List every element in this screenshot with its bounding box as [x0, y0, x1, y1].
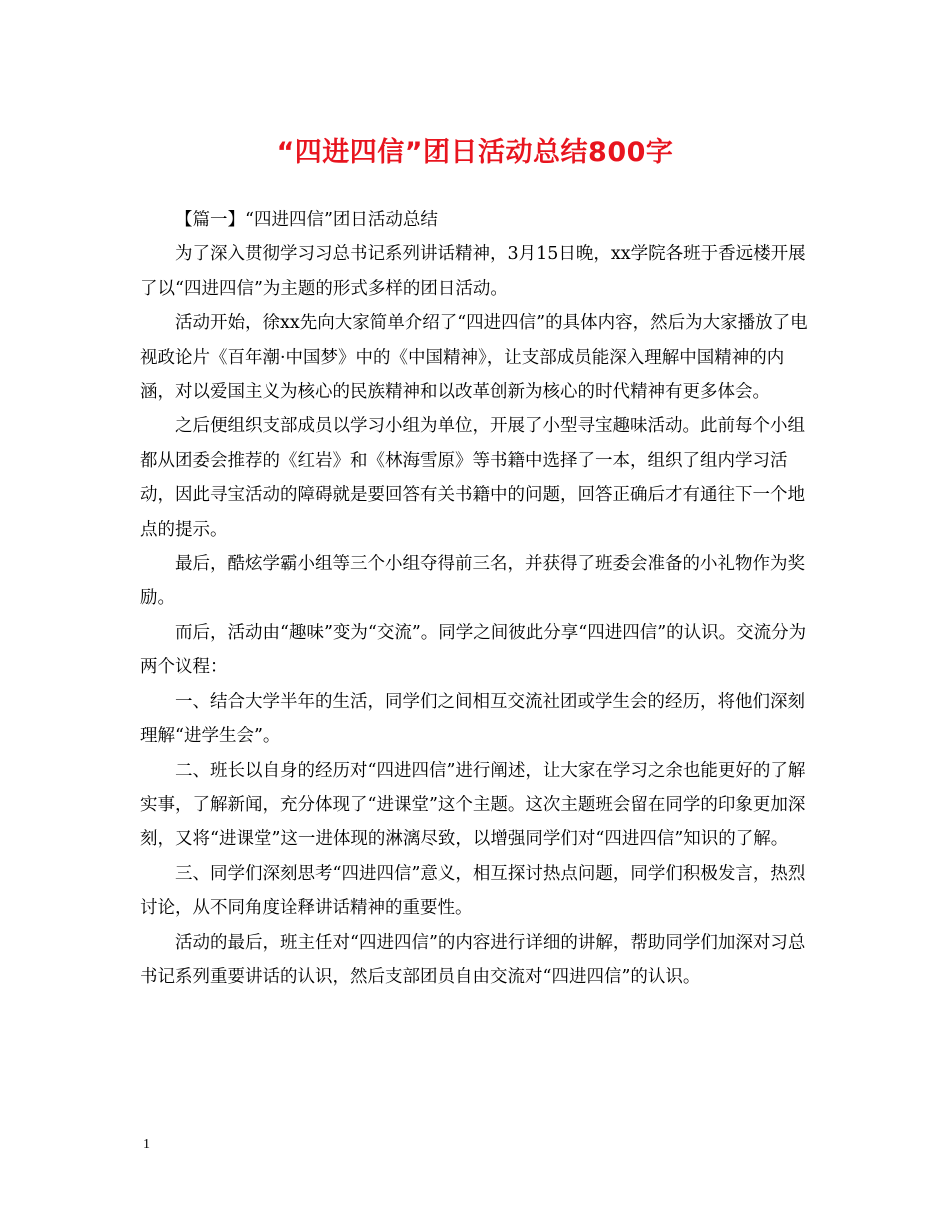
paragraph: 一、结合大学半年的生活，同学们之间相互交流社团或学生会的经历，将他们深刻理解“进学生会”。 — [140, 691, 805, 747]
document-body — [140, 203, 816, 994]
section-heading: 【篇一】“四进四信”团日活动总结 — [175, 210, 438, 230]
paragraph: 二、班长以自身的经历对“四进四信”进行阐述，让大家在学习之余也能更好的了解实事，了解新闻，充分体现了“进课堂”这个主题。这次主题班会留在同学的印象更加深刻，又将“进课堂”这一进体现的淋漓尽致，以增强同学们对“四进四信”知识的了解。 — [140, 760, 806, 850]
paragraph: 之后便组织支部成员以学习小组为单位，开展了小型寻宝趣味活动。此前每个小组都从团委会推荐的《红岩》和《林海雪原》等书籍中选择了一本，组织了组内学习活动，因此寻宝活动的障碍就是要回答有关书籍中的问题，回答正确后才有通往下一个地点的提示。 — [140, 416, 805, 540]
paragraph: 而后，活动由“趣味”变为“交流”。同学之间彼此分享“四进四信”的认识。交流分为两个议程： — [140, 622, 807, 678]
paragraph: 最后，酷炫学霸小组等三个小组夺得前三名，并获得了班委会准备的小礼物作为奖励。 — [140, 554, 805, 609]
paragraph: 三、同学们深刻思考“四进四信”意义，相互探讨热点问题，同学们积极发言，热烈讨论，从不同角度诠释讲话精神的重要性。 — [140, 863, 806, 919]
paragraph: 为了深入贯彻学习习总书记系列讲话精神，3月15日晚，xx学院各班于香远楼开展了以“四进四信”为主题的形式多样的团日活动。 — [140, 244, 806, 299]
paragraph: 活动的最后，班主任对“四进四信”的内容进行详细的讲解，帮助同学们加深对习总书记系列重要讲话的认识，然后支部团员自由交流对“四进四信”的认识。 — [140, 932, 806, 987]
paragraph: 活动开始，徐xx先向大家简单介绍了“四进四信”的具体内容，然后为大家播放了电视政论片《百年潮·中国梦》中的《中国精神》，让支部成员能深入理解中国精神的内涵，对以爱国主义为核心的民族精神和以改革创新为核心的时代精神有更多体会。 — [140, 313, 808, 403]
page-number: 1 — [143, 1137, 150, 1152]
document-title: “四进四信”团日活动总结800字 — [276, 137, 674, 168]
